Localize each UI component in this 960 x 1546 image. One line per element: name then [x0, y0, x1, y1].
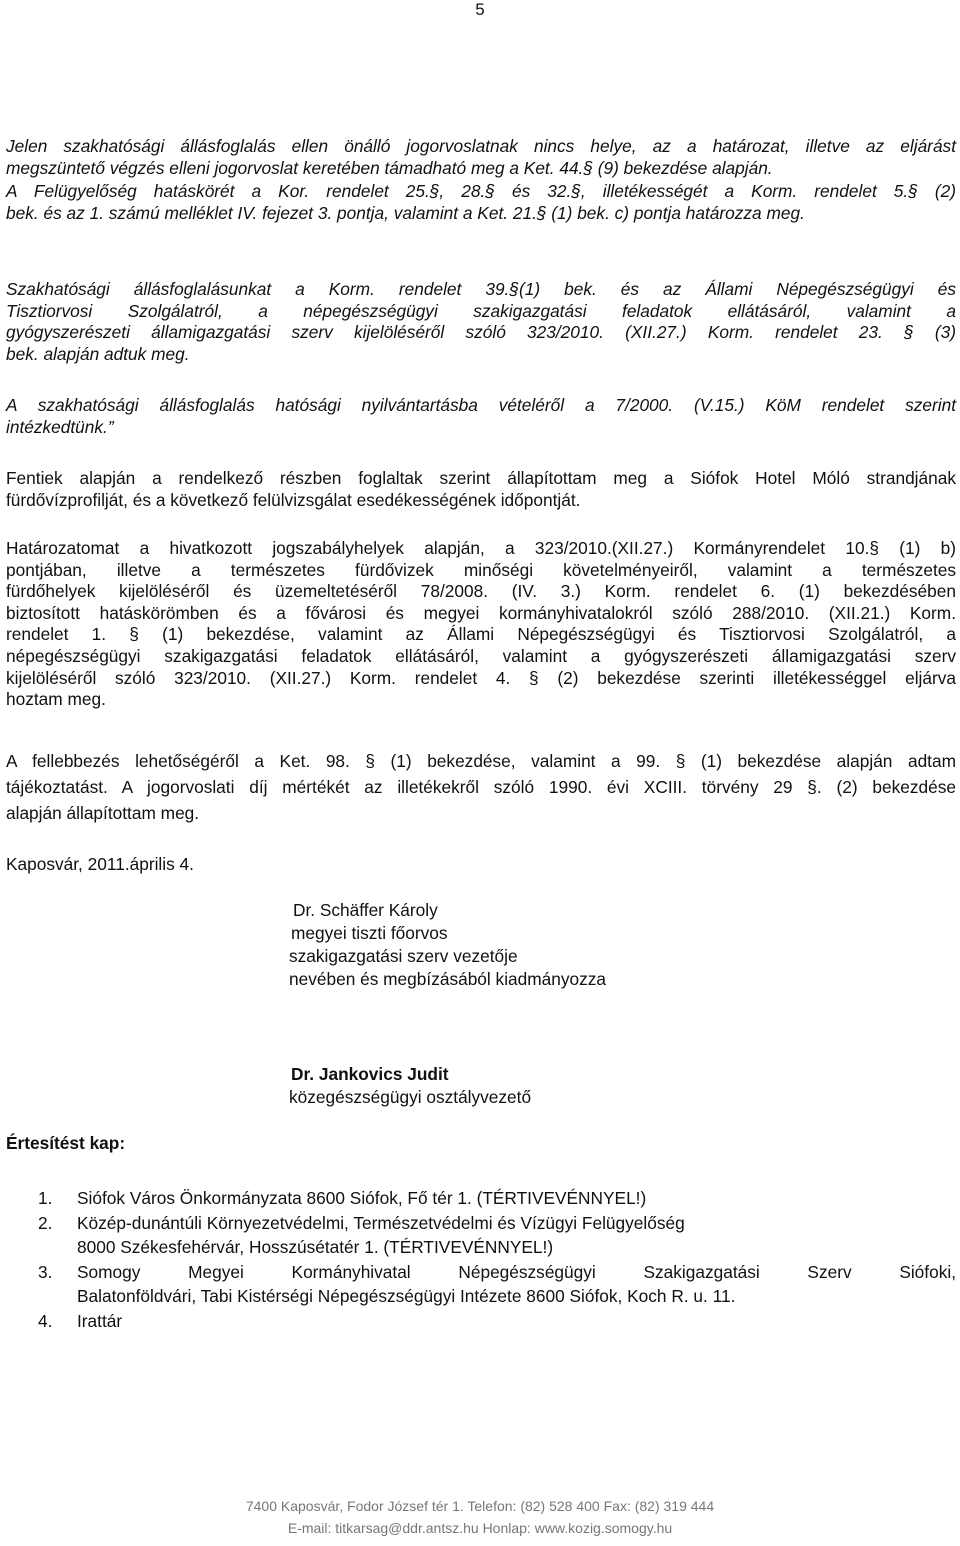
- text-line: fürdőhelyek kijelöléséről és üzemeltetéséről 78/2008. (IV. 3.) Korm. rendelet 6. (1) bekezdésében: [6, 581, 956, 602]
- text-line: tájékoztatást. A jogorvoslati díj mértékét az illetékekről szóló 1990. évi XCIII. törvény 29 §. (2) bekezdése: [6, 777, 956, 797]
- list-item-text: Siófok Város Önkormányzata 8600 Siófok, Fő tér 1. (TÉRTIVEVÉNNYEL!): [77, 1188, 647, 1208]
- text-line: intézkedtünk.”: [6, 416, 114, 437]
- text-line: gyógyszerészeti államigazgatási szerv kijelöléséről szóló 323/2010. (XII.27.) Korm. rendelet 23. § (3): [6, 322, 956, 343]
- list-item-number: 2.: [38, 1212, 53, 1233]
- para-appeal-notice: [6, 136, 956, 179]
- signatory-role: szakigazgatási szerv vezetője: [289, 946, 518, 966]
- text-line: bek. és az 1. számú melléklet IV. fejezet 3. pontja, valamint a Ket. 21.§ (1) bek. c) pontja határozza meg.: [6, 202, 805, 223]
- notification-heading: Értesítést kap:: [6, 1133, 126, 1153]
- text-line: népegészségügyi szakigazgatási feladatok ellátásáról, valamint a gyógyszerészeti államigazgatási szerv: [6, 645, 956, 666]
- signatory-on-behalf: nevében és megbízásából kiadmányozza: [289, 969, 607, 989]
- para-registry: [6, 395, 956, 438]
- text-line: bek. alapján adtuk meg.: [6, 343, 190, 364]
- signatory-title: megyei tiszti főorvos: [291, 923, 448, 943]
- list-item: [38, 1260, 956, 1309]
- signatory-name: Dr. Jankovics Judit: [291, 1064, 449, 1084]
- signature-block-secondary: [289, 1063, 531, 1109]
- page-number: 5: [475, 0, 485, 19]
- para-findings: [6, 468, 956, 511]
- list-item-text: Irattár: [77, 1310, 123, 1331]
- recipient-list: [38, 1186, 956, 1333]
- list-item-text: Balatonföldvári, Tabi Kistérségi Népegészségügyi Intézete 8600 Siófok, Koch R. u. 11.: [77, 1286, 736, 1306]
- footer-address: 7400 Kaposvár, Fodor József tér 1. Telefon: (82) 528 400 Fax: (82) 319 444: [245, 1498, 715, 1514]
- text-line: A Felügyelőség hatáskörét a Kor. rendelet 25.§, 28.§ és 32.§, illetékességét a Korm. rendelet 5.§ (2): [6, 181, 956, 201]
- list-item-text: Közép-dunántúli Környezetvédelmi, Természetvédelmi és Vízügyi Felügyelőség: [77, 1212, 685, 1233]
- text-line: Határozatomat a hivatkozott jogszabályhelyek alapján, a 323/2010.(XII.27.) Kormányrendelet 10.§ (1) b): [6, 538, 956, 558]
- place-date: Kaposvár, 2011.április 4.: [6, 854, 194, 874]
- footer-contact: E-mail: titkarsag@ddr.antsz.hu Honlap: www.kozig.somogy.hu: [287, 1520, 673, 1536]
- list-item-text: 8000 Székesfehérvár, Hosszúsétatér 1. (TÉRTIVEVÉNNYEL!): [77, 1237, 554, 1257]
- list-item-number: 1.: [38, 1188, 53, 1208]
- text-line: Szakhatósági állásfoglalásunkat a Korm. rendelet 39.§(1) bek. és az Állami Népegészségügyi és: [6, 279, 956, 299]
- list-item-number: 4.: [38, 1310, 53, 1331]
- text-line: Jelen szakhatósági állásfoglalás ellen önálló jogorvoslatnak nincs helye, az a határozat, illetve az eljárást: [6, 136, 956, 156]
- list-item: [38, 1186, 956, 1211]
- signature-block-primary: [289, 899, 606, 991]
- text-line: rendelet 1. § (1) bekezdése, valamint az Állami Népegészségügyi és Tisztiorvosi Szolgálatról, a: [6, 624, 956, 645]
- list-item: [38, 1309, 956, 1334]
- text-line: Fentiek alapján a rendelkező részben foglaltak szerint állapítottam meg a Siófok Hotel Móló strandjának: [6, 468, 956, 488]
- text-line: A fellebbezés lehetőségéről a Ket. 98. § (1) bekezdése, valamint a 99. § (1) bekezdése alapján adtam: [6, 751, 956, 771]
- list-item: [38, 1211, 956, 1260]
- text-line: hoztam meg.: [6, 689, 106, 710]
- text-line: fürdővízprofilját, és a következő felülvizsgálat esedékességének időpontját.: [6, 489, 581, 510]
- signatory-name: Dr. Schäffer Károly: [293, 900, 438, 920]
- text-line: alapján állapítottam meg.: [6, 803, 200, 823]
- text-line: A szakhatósági állásfoglalás hatósági nyilvántartásba vételéről a 7/2000. (V.15.) KöM rendelet szerint: [6, 395, 956, 415]
- text-line: kijelöléséről szóló 323/2010. (XII.27.) Korm. rendelet 4. § (2) bekezdése szerinti illetékességgel eljárva: [6, 667, 956, 688]
- para-appeal-info: [6, 748, 956, 826]
- text-line: Tisztiorvosi Szolgálatról, a népegészségügyi szakigazgatási feladatok ellátásáról, valamint a: [6, 300, 956, 321]
- para-opinion-basis: [6, 279, 956, 365]
- list-item-text: Somogy Megyei Kormányhivatal Népegészségügyi Szakigazgatási Szerv Siófoki,: [77, 1261, 956, 1282]
- text-line: pontjában, illetve a természetes fürdővizek minőségi követelményeiről, valamint a természetes: [6, 559, 956, 580]
- list-item-number: 3.: [38, 1261, 53, 1282]
- para-authority-competence: [6, 181, 956, 224]
- text-line: biztosított hatáskörömben és a fővárosi és megyei kormányhivatalokról szóló 288/2010. (XII.21.) Korm.: [6, 602, 956, 623]
- signatory-title: közegészségügyi osztályvezető: [289, 1087, 532, 1107]
- text-line: megszüntető végzés elleni jogorvoslat keretében támadható meg a Ket. 44.§ (9) bekezdése alapján.: [6, 157, 773, 178]
- para-legal-basis: [6, 538, 956, 711]
